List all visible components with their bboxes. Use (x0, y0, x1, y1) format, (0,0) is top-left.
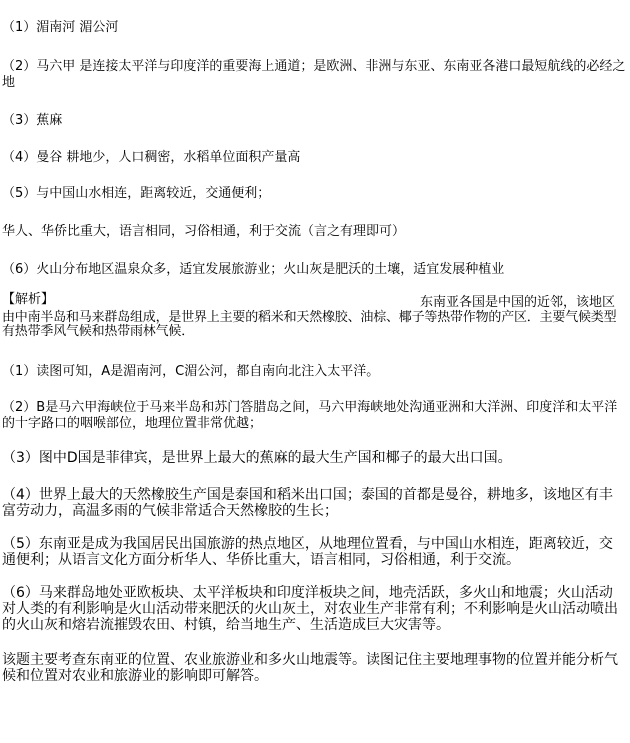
answer-2: （2）马六甲 是连接太平洋与印度洋的重要海上通道；是欧洲、非洲与东亚、东南亚各港口最短航线的必经之地 (2, 59, 626, 90)
answer-4: （4）曼谷 耕地少，人口稠密，水稻单位面积产量高 (2, 150, 301, 165)
analysis-item-4: （4）世界上最大的天然橡胶生产国是泰国和稻米出口国；泰国的首都是曼谷，耕地多，该地区有丰富劳动力，高温多雨的气候非常适合天然橡胶的生长； (2, 487, 613, 519)
answer-3: （3）蕉麻 (2, 113, 63, 128)
answer-5-cont: 华人、华侨比重大，语言相同，习俗相通，利于交流（言之有理即可） (2, 224, 406, 239)
analysis-heading: 【解析】 (2, 292, 55, 307)
analysis-item-2: （2）B是马六甲海峡位于马来半岛和苏门答腊岛之间，马六甲海峡地处沟通亚洲和大洋洲、印度洋和太平洋的十字路口的咽喉部位，地理位置非常优越； (2, 400, 618, 431)
answer-5: （5）与中国山水相连，距离较近，交通便利； (2, 186, 271, 201)
answer-1: （1）湄南河 湄公河 (2, 20, 119, 35)
analysis-item-6: （6）马来群岛地处亚欧板块、太平洋板块和印度洋板块之间，地壳活跃，多火山和地震；火山活动对人类的有利影响是火山活动带来肥沃的火山灰土，对农业生产非常有利；不利影响是火山活动喷出的火山灰和熔岩流摧毁农田、村镇，给当地生产、生活造成巨大灾害等。 (2, 585, 618, 633)
analysis-intro-start: 东南亚各国是中国的近邻，该地区 (420, 295, 616, 310)
analysis-intro-continued: 由中南半岛和马来群岛组成，是世界上主要的稻米和天然橡胶、油棕、椰子等热带作物的产区．主要气候类型有热带季风气候和热带雨林气候． (2, 310, 617, 339)
analysis-item-1: （1）读图可知，A是湄南河，C湄公河，都自南向北注入太平洋。 (2, 364, 380, 379)
analysis-item-3: （3）图中D国是菲律宾，是世界上最大的蕉麻的最大生产国和椰子的最大出口国。 (2, 450, 512, 466)
analysis-summary: 该题主要考查东南亚的位置、农业旅游业和多火山地震等。读图记住主要地理事物的位置并能分析气候和位置对农业和旅游业的影响即可解答。 (2, 652, 618, 684)
answer-6: （6）火山分布地区温泉众多，适宜发展旅游业；火山灰是肥沃的土壤，适宜发展种植业 (2, 262, 505, 277)
analysis-item-5: （5）东南亚是成为我国居民出国旅游的热点地区，从地理位置看，与中国山水相连，距离较近，交通便利；从语言文化方面分析华人、华侨比重大，语言相同，习俗相通，利于交流。 (2, 536, 613, 568)
